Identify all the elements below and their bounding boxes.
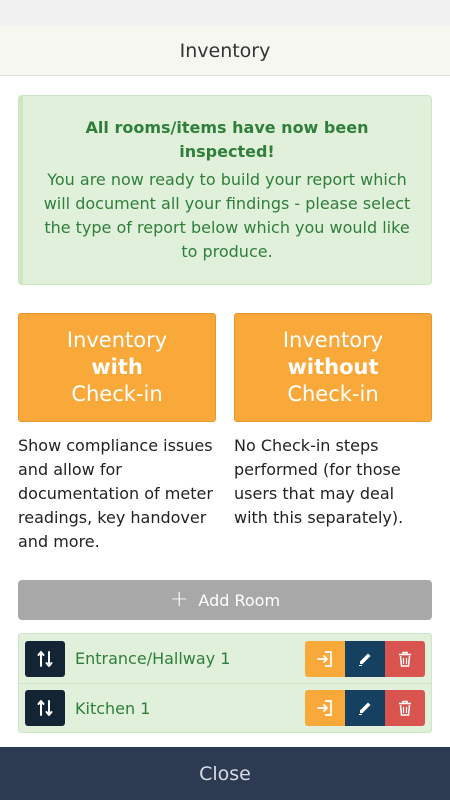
checkin-button[interactable]: [305, 641, 345, 677]
inventory-without-checkin-button[interactable]: [234, 313, 432, 422]
sort-handle[interactable]: [25, 690, 65, 726]
pencil-icon: [357, 651, 373, 667]
room-list: [18, 633, 432, 733]
alert-body: You are now ready to build your report which will document all your findings - please select the type of report below which you would like to produce.: [43, 170, 411, 261]
choice-line3: Check-in: [287, 382, 379, 406]
checkin-icon: [316, 650, 334, 668]
choice-line1: Inventory: [66, 328, 168, 352]
sort-arrows-icon: [37, 650, 53, 668]
room-actions: [305, 690, 425, 726]
page-title: Inventory: [179, 39, 271, 62]
sort-handle[interactable]: [25, 641, 65, 677]
choice-description: Show compliance issues and allow for documentation of meter readings, key handover and more.: [18, 436, 213, 551]
room-name[interactable]: Kitchen 1: [75, 698, 151, 718]
add-room-label: Add Room: [198, 590, 281, 610]
room-row: [19, 634, 431, 683]
pencil-icon: [357, 700, 373, 716]
inspection-complete-alert: [18, 95, 432, 285]
delete-room-button[interactable]: [385, 641, 425, 677]
checkin-icon: [316, 699, 334, 717]
checkin-button[interactable]: [305, 690, 345, 726]
room-actions: [305, 641, 425, 677]
choice-line2: without: [287, 355, 379, 379]
room-name[interactable]: Entrance/Hallway 1: [75, 649, 231, 668]
choice-line3: Check-in: [71, 382, 163, 406]
alert-title: All rooms/items have now been inspected!: [85, 118, 369, 161]
report-type-choices: [18, 313, 432, 554]
choice-without-checkin: [234, 313, 432, 554]
choice-with-checkin: [18, 313, 216, 554]
close-button[interactable]: [0, 747, 450, 800]
choice-line1: Inventory: [282, 328, 384, 352]
choice-description: No Check-in steps performed (for those users that may deal with this separately).: [234, 436, 404, 527]
trash-icon: [398, 651, 412, 667]
plus-icon: +: [169, 587, 189, 612]
close-label: Close: [199, 762, 251, 785]
inventory-with-checkin-button[interactable]: [18, 313, 216, 422]
edit-room-button[interactable]: [345, 690, 385, 726]
delete-room-button[interactable]: [385, 690, 425, 726]
choice-line2: with: [91, 355, 143, 379]
add-room-button[interactable]: [18, 580, 432, 620]
room-row: [19, 683, 431, 732]
edit-room-button[interactable]: [345, 641, 385, 677]
trash-icon: [398, 700, 412, 716]
sort-arrows-icon: [37, 699, 53, 717]
main-content: [0, 76, 450, 733]
status-strip: [0, 0, 450, 26]
header-bar: [0, 26, 450, 76]
